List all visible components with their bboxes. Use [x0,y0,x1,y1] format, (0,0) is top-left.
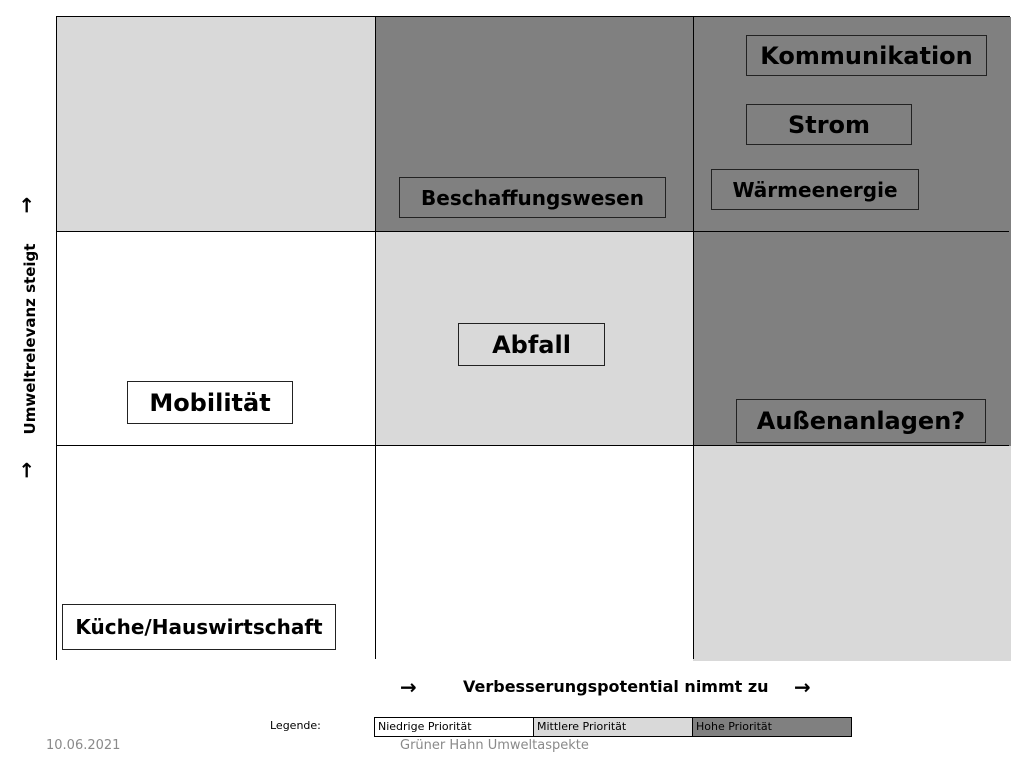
cell-r1-c1 [57,17,375,232]
grid-line-horizontal [57,445,1009,446]
cell-r3-c3 [693,446,1011,661]
y-axis-label: Umweltrelevanz steigt [21,243,39,435]
legend-item-high: Hohe Priorität [693,718,851,736]
aspect-aussenanlagen: Außenanlagen? [736,399,986,443]
aspect-kueche-hauswirtschaft: Küche/Hauswirtschaft [62,604,336,650]
legend-item-low: Niedrige Priorität [375,718,534,736]
cell-r3-c2 [375,446,693,661]
grid-line-vertical [375,17,376,659]
aspect-abfall: Abfall [458,323,605,366]
y-axis-arrow-top: → [14,196,38,214]
y-axis-arrow-bottom: → [14,461,38,479]
footer-title: Grüner Hahn Umweltaspekte [400,738,589,753]
aspect-strom: Strom [746,104,912,145]
x-axis-label: Verbesserungspotential nimmt zu [463,677,769,696]
grid-line-vertical [693,17,694,659]
legend-title: Legende: [270,719,321,732]
aspect-kommunikation: Kommunikation [746,35,987,76]
aspect-waermeenergie: Wärmeenergie [711,169,919,210]
x-axis-arrow-right: → [794,675,811,699]
aspect-beschaffungswesen: Beschaffungswesen [399,177,666,218]
aspect-mobilitaet: Mobilität [127,381,293,424]
x-axis-arrow-left: → [400,675,417,699]
legend [374,717,852,737]
grid-line-horizontal [57,231,1009,232]
legend-item-medium: Mittlere Priorität [534,718,693,736]
footer-date: 10.06.2021 [46,738,121,753]
